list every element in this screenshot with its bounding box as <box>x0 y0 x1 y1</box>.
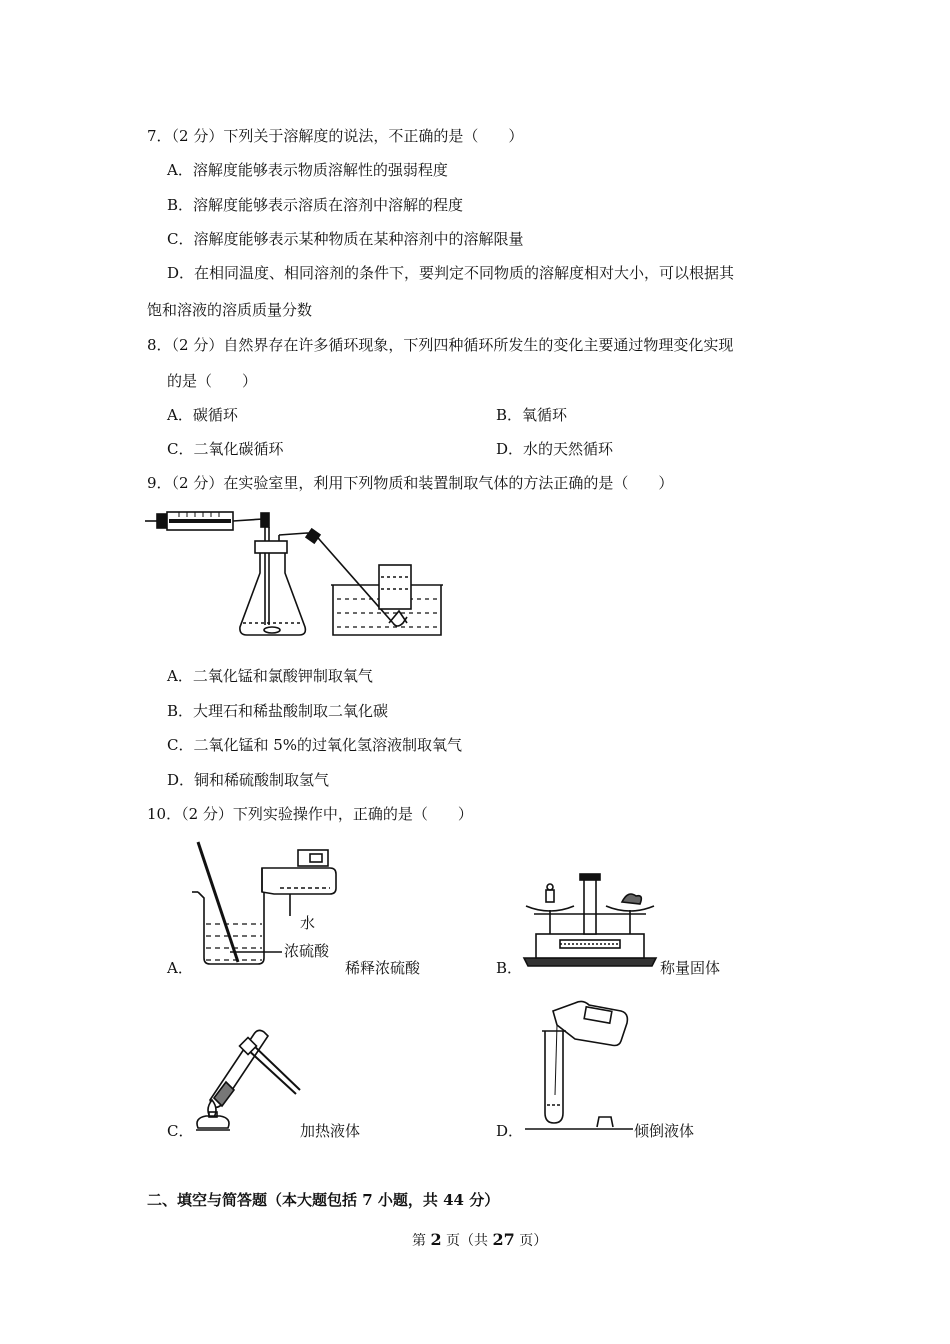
q10-option-b-letter: B． <box>496 959 523 977</box>
q9-option-a: A．二氧化锰和氯酸钾制取氧气 <box>167 667 373 685</box>
q8-option-b: B．氧循环 <box>496 406 568 424</box>
footer-middle: 页（共 <box>441 1233 493 1249</box>
q10-a-label-water: 水 <box>300 914 316 932</box>
q8-stem-line2: 的是（ ） <box>167 372 258 390</box>
q10-a-label-acid: 浓硫酸 <box>284 942 330 960</box>
q10-option-d-caption: 倾倒液体 <box>634 1122 695 1140</box>
q8-stem-line1: 8．（2 分）自然界存在许多循环现象，下列四种循环所发生的变化主要通过物理变化实现 <box>147 336 734 354</box>
section-2-title: 二、填空与简答题（本大题包括 7 小题，共 44 分） <box>147 1191 500 1209</box>
q7-option-b: B．溶解度能够表示溶质在溶剂中溶解的程度 <box>167 196 464 214</box>
q9-apparatus-figure <box>145 505 445 645</box>
q10-option-a-caption: 稀释浓硫酸 <box>345 959 421 977</box>
q8-option-c: C．二氧化碳循环 <box>167 440 284 458</box>
q7-option-d-line2: 饱和溶液的溶质质量分数 <box>147 301 313 319</box>
q10-option-c-caption: 加热液体 <box>300 1122 361 1140</box>
q10-figure-c-heating <box>190 1020 310 1135</box>
q8-option-a: A．碳循环 <box>167 406 238 424</box>
footer-total-pages: 27 <box>492 1230 515 1249</box>
q10-figure-a-dilute-acid <box>190 838 370 968</box>
q10-option-c-letter: C． <box>167 1122 194 1140</box>
q10-figure-d-pouring <box>525 995 640 1135</box>
footer-page-number: 2 <box>430 1230 442 1249</box>
q10-figure-b-balance <box>520 868 660 968</box>
q10-option-d-letter: D． <box>496 1122 524 1140</box>
q7-option-a: A．溶解度能够表示物质溶解性的强弱程度 <box>167 161 448 179</box>
q10-stem: 10．（2 分）下列实验操作中，正确的是（ ） <box>147 805 473 823</box>
q10-option-b-caption: 称量固体 <box>660 959 721 977</box>
q9-option-b: B．大理石和稀盐酸制取二氧化碳 <box>167 702 389 720</box>
q7-option-d-line1: D．在相同温度、相同溶剂的条件下，要判定不同物质的溶解度相对大小，可以根据其 <box>167 264 735 282</box>
q7-option-c: C．溶解度能够表示某种物质在某种溶剂中的溶解限量 <box>167 230 524 248</box>
footer-prefix: 第 <box>412 1233 431 1249</box>
q10-option-a-letter: A． <box>167 959 193 977</box>
footer-suffix: 页） <box>514 1233 548 1249</box>
page-footer <box>412 1230 547 1251</box>
q8-option-d: D．水的天然循环 <box>496 440 614 458</box>
q9-stem: 9．（2 分）在实验室里，利用下列物质和装置制取气体的方法正确的是（ ） <box>147 474 674 492</box>
q9-option-d: D．铜和稀硫酸制取氢气 <box>167 771 330 789</box>
q7-stem: 7．（2 分）下列关于溶解度的说法，不正确的是（ ） <box>147 127 524 145</box>
q9-option-c: C．二氧化锰和 5%的过氧化氢溶液制取氧气 <box>167 736 463 754</box>
